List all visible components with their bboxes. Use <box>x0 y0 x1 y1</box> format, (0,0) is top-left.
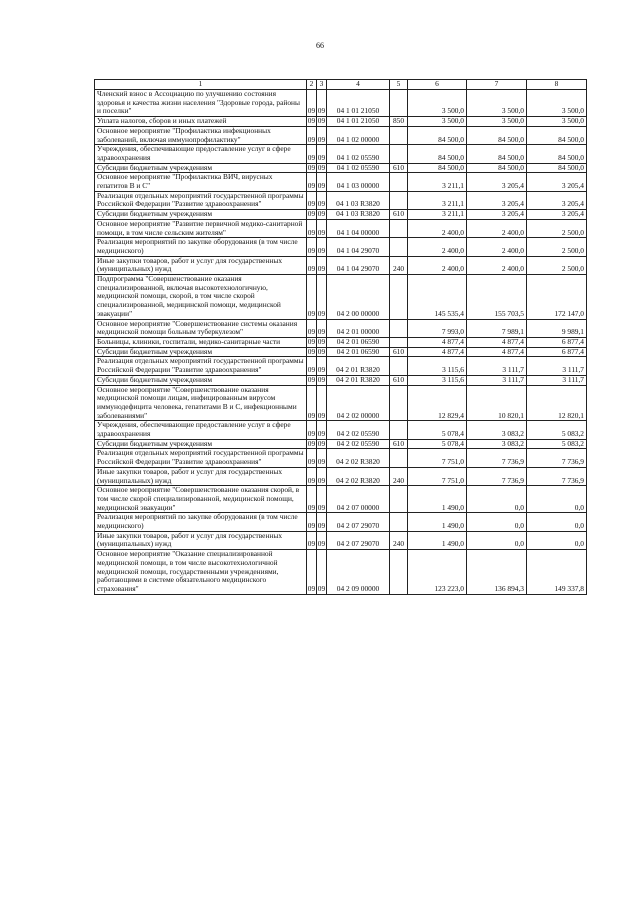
target-article-code: 04 2 09 00000 <box>327 550 390 595</box>
table-row <box>95 550 587 595</box>
amount-year-1: 145 535,4 <box>408 275 467 320</box>
column-header: 2 <box>307 80 317 90</box>
amount-year-1: 2 400,0 <box>408 256 467 274</box>
row-name: Иные закупки товаров, работ и услуг для государственных (муниципальных) нужд <box>95 467 307 485</box>
section-code: 09 <box>307 275 317 320</box>
table-row <box>95 126 587 144</box>
amount-year-1: 84 500,0 <box>408 126 467 144</box>
amount-year-1: 2 400,0 <box>408 219 467 237</box>
table-row <box>95 486 587 513</box>
amount-year-1: 3 500,0 <box>408 117 467 127</box>
subsection-code: 09 <box>317 486 327 513</box>
subsection-code: 09 <box>317 467 327 485</box>
expense-type-code: 610 <box>390 210 408 220</box>
expense-type-code <box>390 219 408 237</box>
amount-year-3: 84 500,0 <box>527 163 587 173</box>
row-name: Основное мероприятие "Профилактика ВИЧ, вирусных гепатитов В и С" <box>95 173 307 191</box>
amount-year-1: 1 490,0 <box>408 513 467 531</box>
row-name: Иные закупки товаров, работ и услуг для государственных (муниципальных) нужд <box>95 256 307 274</box>
subsection-code: 09 <box>317 439 326 448</box>
amount-year-2: 136 894,3 <box>467 550 527 595</box>
table-row <box>95 467 587 485</box>
section-code: 09 <box>307 486 317 513</box>
table-row <box>95 385 587 421</box>
amount-year-1: 3 115,6 <box>408 375 467 385</box>
table-row <box>95 275 587 320</box>
table-row <box>95 439 587 449</box>
target-article-code: 04 2 02 05590 <box>327 421 390 439</box>
expense-type-code: 240 <box>390 467 408 485</box>
row-name: Реализация мероприятий по закупке оборудования (в том числе медицинского) <box>95 513 307 531</box>
subsection-code: 09 <box>317 385 327 421</box>
amount-year-2: 4 877,4 <box>467 337 527 347</box>
amount-year-3: 12 820,1 <box>527 385 587 421</box>
amount-year-2: 4 877,4 <box>467 347 527 357</box>
section-code: 09 <box>307 191 317 209</box>
amount-year-3: 0,0 <box>527 486 587 513</box>
subsection-code: 09 <box>317 163 326 172</box>
target-article-code: 04 2 07 00000 <box>327 486 390 513</box>
row-name: Субсидии бюджетным учреждениям <box>95 210 307 220</box>
amount-year-1: 3 211,1 <box>408 191 467 209</box>
expense-type-code <box>390 421 408 439</box>
row-name: Реализация отдельных мероприятий государственной программы Российской Федерации "Развитие здравоохранения" <box>95 191 307 209</box>
amount-year-1: 3 211,1 <box>408 173 467 191</box>
amount-year-2: 3 500,0 <box>467 117 527 127</box>
target-article-code: 04 2 07 29070 <box>327 513 390 531</box>
expense-type-code <box>390 385 408 421</box>
amount-year-2: 3 111,7 <box>467 357 527 375</box>
row-name: Учреждения, обеспечивающие предоставление услуг в сфере здравоохранения <box>95 421 307 439</box>
amount-year-1: 5 078,4 <box>408 421 467 439</box>
amount-year-3: 84 500,0 <box>527 145 587 163</box>
amount-year-3: 6 877,4 <box>527 337 587 347</box>
subsection-code: 09 <box>317 116 326 126</box>
section-code: 09 <box>307 385 317 421</box>
expense-type-code <box>390 275 408 320</box>
amount-year-2: 7 736,9 <box>467 467 527 485</box>
amount-year-2: 2 400,0 <box>467 256 527 274</box>
amount-year-3: 149 337,8 <box>527 550 587 595</box>
amount-year-3: 5 083,2 <box>527 439 587 449</box>
target-article-code: 04 2 02 00000 <box>327 385 390 421</box>
amount-year-2: 3 111,7 <box>467 375 527 385</box>
amount-year-1: 84 500,0 <box>408 163 467 173</box>
row-name: Иные закупки товаров, работ и услуг для государственных (муниципальных) нужд <box>95 531 307 549</box>
amount-year-2: 3 205,4 <box>467 173 527 191</box>
row-name: Реализация отдельных мероприятий государственной программы Российской Федерации "Развитие здравоохранения" <box>95 449 307 467</box>
expense-type-code <box>390 513 408 531</box>
subsection-code: 09 <box>317 145 327 163</box>
column-header: 7 <box>467 80 527 90</box>
amount-year-1: 84 500,0 <box>408 145 467 163</box>
amount-year-2: 2 400,0 <box>467 219 527 237</box>
section-code: 09 <box>307 116 316 126</box>
amount-year-3: 5 083,2 <box>527 421 587 439</box>
subsection-code: 09 <box>317 319 327 337</box>
section-code: 09 <box>307 145 317 163</box>
amount-year-3: 7 736,9 <box>527 467 587 485</box>
amount-year-3: 0,0 <box>527 513 587 531</box>
amount-year-2: 0,0 <box>467 513 527 531</box>
column-header: 1 <box>95 80 307 90</box>
amount-year-3: 3 111,7 <box>527 375 587 385</box>
table-row <box>95 357 587 375</box>
target-article-code: 04 2 00 00000 <box>327 275 390 320</box>
amount-year-1: 5 078,4 <box>408 439 467 449</box>
target-article-code: 04 1 04 29070 <box>327 238 390 256</box>
section-code: 09 <box>307 256 317 274</box>
amount-year-1: 7 751,0 <box>408 449 467 467</box>
amount-year-2: 7 989,1 <box>467 319 527 337</box>
target-article-code: 04 1 03 R3820 <box>327 210 390 220</box>
expense-type-code <box>390 173 408 191</box>
row-name: Основное мероприятие "Совершенствование системы оказания медицинской помощи больным туберкулезом" <box>95 319 307 337</box>
amount-year-3: 84 500,0 <box>527 126 587 144</box>
row-name: Реализация мероприятий по закупке оборудования (в том числе медицинского) <box>95 238 307 256</box>
table-header-row <box>95 80 587 90</box>
target-article-code: 04 2 07 29070 <box>327 531 390 549</box>
row-name: Субсидии бюджетным учреждениям <box>95 163 307 173</box>
amount-year-1: 3 115,6 <box>408 357 467 375</box>
budget-table <box>94 79 587 595</box>
subsection-code: 09 <box>317 90 327 117</box>
table-row <box>95 191 587 209</box>
row-name: Основное мероприятие "Развитие первичной медико-санитарной помощи, в том числе сельским жителям" <box>95 219 307 237</box>
row-name: Субсидии бюджетным учреждениям <box>95 375 307 385</box>
section-code: 09 <box>307 219 317 237</box>
amount-year-2: 7 736,9 <box>467 449 527 467</box>
expense-type-code <box>390 319 408 337</box>
target-article-code: 04 1 03 R3820 <box>327 191 390 209</box>
amount-year-2: 3 500,0 <box>467 90 527 117</box>
amount-year-2: 3 205,4 <box>467 191 527 209</box>
target-article-code: 04 1 03 00000 <box>327 173 390 191</box>
amount-year-3: 7 736,9 <box>527 449 587 467</box>
amount-year-2: 3 083,2 <box>467 421 527 439</box>
amount-year-3: 6 877,4 <box>527 347 587 357</box>
target-article-code: 04 1 02 05590 <box>327 145 390 163</box>
target-article-code: 04 2 01 R3820 <box>327 357 390 375</box>
section-code: 09 <box>307 163 316 172</box>
target-article-code: 04 2 01 R3820 <box>327 375 390 385</box>
table-row <box>95 145 587 163</box>
expense-type-code: 240 <box>390 531 408 549</box>
amount-year-3: 3 500,0 <box>527 90 587 117</box>
section-code: 09 <box>307 375 316 384</box>
table-row <box>95 347 587 357</box>
amount-year-3: 172 147,0 <box>527 275 587 320</box>
target-article-code: 04 2 02 R3820 <box>327 467 390 485</box>
section-code: 09 <box>307 421 317 439</box>
table-row <box>95 238 587 256</box>
table-row <box>95 219 587 237</box>
table-row <box>95 173 587 191</box>
expense-type-code <box>390 550 408 595</box>
table-row <box>95 90 587 117</box>
subsection-code: 09 <box>317 337 326 346</box>
amount-year-1: 7 751,0 <box>408 467 467 485</box>
amount-year-3: 3 205,4 <box>527 173 587 191</box>
amount-year-3: 3 205,4 <box>527 210 587 220</box>
expense-type-code: 610 <box>390 375 408 385</box>
column-header: 6 <box>408 80 467 90</box>
table-body <box>95 80 587 595</box>
amount-year-1: 12 829,4 <box>408 385 467 421</box>
table-row <box>95 421 587 439</box>
section-code: 09 <box>307 347 316 356</box>
amount-year-2: 84 500,0 <box>467 145 527 163</box>
expense-type-code <box>390 238 408 256</box>
section-code: 09 <box>307 238 317 256</box>
table-row <box>95 319 587 337</box>
expense-type-code <box>390 486 408 513</box>
table-row <box>95 117 587 127</box>
amount-year-3: 3 111,7 <box>527 357 587 375</box>
subsection-code: 09 <box>317 513 327 531</box>
target-article-code: 04 2 01 06590 <box>327 337 390 347</box>
row-name: Учреждения, обеспечивающие предоставление услуг в сфере здравоохранения <box>95 145 307 163</box>
row-name: Субсидии бюджетным учреждениям <box>95 347 307 357</box>
expense-type-code <box>390 145 408 163</box>
subsection-code: 09 <box>317 375 326 384</box>
target-article-code: 04 1 01 21050 <box>327 117 390 127</box>
amount-year-1: 1 490,0 <box>408 486 467 513</box>
column-header: 4 <box>327 80 390 90</box>
section-code: 09 <box>307 319 317 337</box>
section-code: 09 <box>307 209 316 219</box>
row-name: Основное мероприятие "Оказание специализированной медицинской помощи, в том числе высокотехнологичной медицинской помощи, государственными учреждениями, работающими в системе обязательного медицинского страхования" <box>95 550 307 595</box>
table-row <box>95 375 587 385</box>
table-row <box>95 449 587 467</box>
expense-type-code: 240 <box>390 256 408 274</box>
amount-year-2: 155 703,5 <box>467 275 527 320</box>
amount-year-3: 3 500,0 <box>527 117 587 127</box>
table-row <box>95 531 587 549</box>
row-name: Основное мероприятие "Совершенствование оказания медицинской помощи лицам, инфицированным вирусом иммунодефицита человека, гепатитами В и С, инфекционными заболеваниями" <box>95 385 307 421</box>
section-code: 09 <box>307 531 317 549</box>
section-code: 09 <box>307 467 317 485</box>
row-name: Уплата налогов, сборов и иных платежей <box>95 117 307 127</box>
subsection-code: 09 <box>317 173 327 191</box>
amount-year-1: 3 211,1 <box>408 210 467 220</box>
target-article-code: 04 1 01 21050 <box>327 90 390 117</box>
amount-year-2: 0,0 <box>467 531 527 549</box>
expense-type-code <box>390 90 408 117</box>
expense-type-code <box>390 126 408 144</box>
section-code: 09 <box>307 449 317 467</box>
table-row <box>95 163 587 173</box>
subsection-code: 09 <box>317 550 327 595</box>
target-article-code: 04 1 02 05590 <box>327 163 390 173</box>
expense-type-code: 610 <box>390 163 408 173</box>
target-article-code: 04 2 02 05590 <box>327 439 390 449</box>
subsection-code: 09 <box>317 275 327 320</box>
expense-type-code: 850 <box>390 117 408 127</box>
amount-year-3: 0,0 <box>527 531 587 549</box>
expense-type-code <box>390 337 408 347</box>
amount-year-3: 9 989,1 <box>527 319 587 337</box>
subsection-code: 09 <box>317 531 327 549</box>
section-code: 09 <box>307 337 316 346</box>
column-header: 8 <box>527 80 587 90</box>
subsection-code: 09 <box>317 347 326 356</box>
column-header: 5 <box>390 80 408 90</box>
amount-year-2: 3 205,4 <box>467 210 527 220</box>
row-name: Подпрограмма "Совершенствование оказания специализированной, включая высокотехнологичную, медицинской помощи, скорой, в том числе скорой специализированной, медицинской помощи, медицинской эвакуации" <box>95 275 307 320</box>
target-article-code: 04 2 01 06590 <box>327 347 390 357</box>
expense-type-code: 610 <box>390 439 408 449</box>
section-code: 09 <box>307 550 317 595</box>
amount-year-2: 3 083,2 <box>467 439 527 449</box>
section-code: 09 <box>307 90 317 117</box>
subsection-code: 09 <box>317 421 327 439</box>
table-row <box>95 256 587 274</box>
row-name: Реализация отдельных мероприятий государственной программы Российской Федерации "Развитие здравоохранения" <box>95 357 307 375</box>
section-code: 09 <box>307 126 317 144</box>
table-row <box>95 210 587 220</box>
subsection-code: 09 <box>317 449 327 467</box>
amount-year-1: 4 877,4 <box>408 337 467 347</box>
target-article-code: 04 2 02 R3820 <box>327 449 390 467</box>
expense-type-code <box>390 449 408 467</box>
section-code: 09 <box>307 439 316 448</box>
target-article-code: 04 1 04 00000 <box>327 219 390 237</box>
row-name: Основное мероприятие "Профилактика инфекционных заболеваний, включая иммунопрофилактику" <box>95 126 307 144</box>
subsection-code: 09 <box>317 219 327 237</box>
subsection-code: 09 <box>317 209 326 219</box>
subsection-code: 09 <box>317 191 327 209</box>
section-code: 09 <box>307 513 317 531</box>
amount-year-1: 123 223,0 <box>408 550 467 595</box>
page-number: 66 <box>316 41 324 50</box>
subsection-code: 09 <box>317 357 327 375</box>
amount-year-3: 3 205,4 <box>527 191 587 209</box>
target-article-code: 04 2 01 00000 <box>327 319 390 337</box>
amount-year-3: 2 500,0 <box>527 219 587 237</box>
expense-type-code <box>390 191 408 209</box>
target-article-code: 04 1 02 00000 <box>327 126 390 144</box>
section-code: 09 <box>307 173 317 191</box>
expense-type-code <box>390 357 408 375</box>
table-row <box>95 513 587 531</box>
amount-year-1: 2 400,0 <box>408 238 467 256</box>
subsection-code: 09 <box>317 256 327 274</box>
amount-year-3: 2 500,0 <box>527 256 587 274</box>
amount-year-3: 2 500,0 <box>527 238 587 256</box>
amount-year-1: 7 993,0 <box>408 319 467 337</box>
section-code: 09 <box>307 357 317 375</box>
column-header: 3 <box>317 80 327 90</box>
amount-year-2: 84 500,0 <box>467 126 527 144</box>
expense-type-code: 610 <box>390 347 408 357</box>
row-name: Членский взнос в Ассоциацию по улучшению состояния здоровья и качества жизни населения "Здоровые города, районы и поселки" <box>95 90 307 117</box>
target-article-code: 04 1 04 29070 <box>327 256 390 274</box>
row-name: Больницы, клиники, госпитали, медико-санитарные части <box>95 337 307 347</box>
amount-year-2: 10 820,1 <box>467 385 527 421</box>
amount-year-2: 2 400,0 <box>467 238 527 256</box>
amount-year-1: 3 500,0 <box>408 90 467 117</box>
row-name: Основное мероприятие "Совершенствование оказания скорой, в том числе скорой специализированной, медицинской помощи, медицинской эвакуации" <box>95 486 307 513</box>
amount-year-2: 84 500,0 <box>467 163 527 173</box>
subsection-code: 09 <box>317 126 327 144</box>
table-row <box>95 337 587 347</box>
row-name: Субсидии бюджетным учреждениям <box>95 439 307 449</box>
subsection-code: 09 <box>317 238 327 256</box>
amount-year-2: 0,0 <box>467 486 527 513</box>
amount-year-1: 4 877,4 <box>408 347 467 357</box>
amount-year-1: 1 490,0 <box>408 531 467 549</box>
